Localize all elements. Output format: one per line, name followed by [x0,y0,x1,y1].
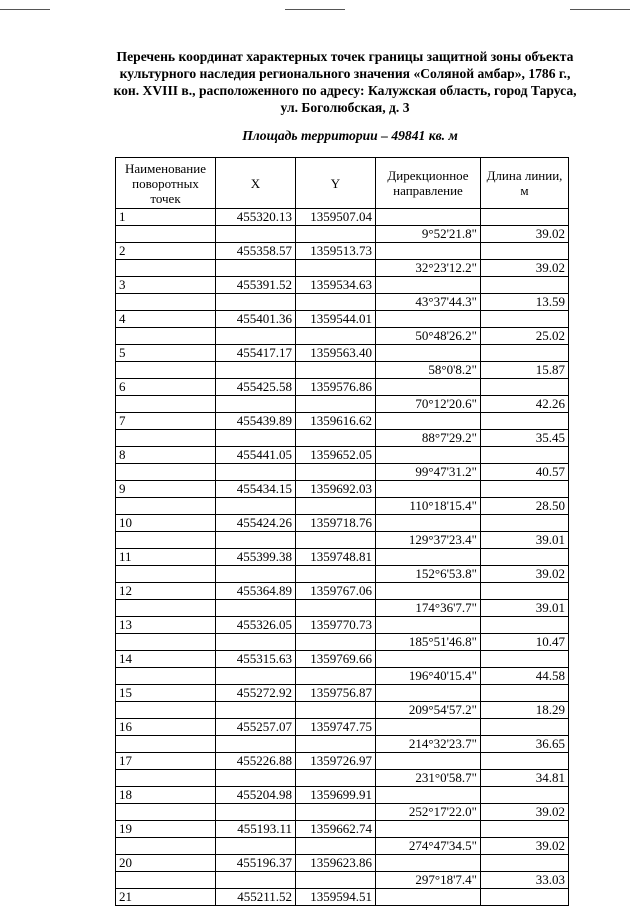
document-title [90,48,600,116]
table-row-point [116,889,569,906]
table-row-point [116,345,569,362]
table-row-segment [116,736,569,753]
point-x-cell: 455424.26 [216,515,296,532]
segment-direction-cell: 209°54'57.2" [376,702,481,719]
scan-edge-line-center [285,9,345,10]
empty-cell [116,430,216,447]
empty-cell [116,634,216,651]
segment-length-cell: 28.50 [481,498,569,515]
point-x-cell: 455425.58 [216,379,296,396]
empty-cell [116,464,216,481]
segment-length-cell: 13.59 [481,294,569,311]
table-row-segment [116,294,569,311]
empty-cell [216,464,296,481]
empty-cell [481,209,569,226]
empty-cell [296,634,376,651]
table-row-segment [116,770,569,787]
empty-cell [481,753,569,770]
empty-cell [376,719,481,736]
empty-cell [216,226,296,243]
coordinates-table [115,157,569,906]
empty-cell [116,804,216,821]
empty-cell [376,515,481,532]
empty-cell [481,277,569,294]
point-x-cell: 455364.89 [216,583,296,600]
point-name-cell: 8 [116,447,216,464]
empty-cell [296,702,376,719]
empty-cell [216,770,296,787]
empty-cell [376,447,481,464]
empty-cell [216,294,296,311]
empty-cell [376,481,481,498]
segment-direction-cell: 88°7'29.2" [376,430,481,447]
segment-direction-cell: 274°47'34.5" [376,838,481,855]
point-y-cell: 1359594.51 [296,889,376,906]
empty-cell [481,243,569,260]
empty-cell [481,583,569,600]
point-name-cell: 5 [116,345,216,362]
empty-cell [296,838,376,855]
table-row-point [116,855,569,872]
point-x-cell: 455211.52 [216,889,296,906]
point-y-cell: 1359534.63 [296,277,376,294]
segment-direction-cell: 252°17'22.0" [376,804,481,821]
empty-cell [296,498,376,515]
empty-cell [481,617,569,634]
segment-length-cell: 39.01 [481,600,569,617]
empty-cell [296,396,376,413]
header-x: X [216,158,296,209]
point-name-cell: 3 [116,277,216,294]
table-row-segment [116,634,569,651]
point-name-cell: 9 [116,481,216,498]
table-row-point [116,311,569,328]
empty-cell [376,379,481,396]
empty-cell [376,243,481,260]
segment-direction-cell: 70°12'20.6" [376,396,481,413]
empty-cell [481,311,569,328]
empty-cell [376,651,481,668]
point-name-cell: 14 [116,651,216,668]
point-y-cell: 1359576.86 [296,379,376,396]
empty-cell [116,362,216,379]
empty-cell [296,566,376,583]
table-row-segment [116,464,569,481]
empty-cell [376,345,481,362]
header-point-name: Наименование поворотных точек [116,158,216,209]
table-row-point [116,685,569,702]
empty-cell [296,362,376,379]
empty-cell [296,532,376,549]
empty-cell [296,668,376,685]
point-x-cell: 455417.17 [216,345,296,362]
empty-cell [116,872,216,889]
segment-length-cell: 39.02 [481,804,569,821]
table-row-point [116,583,569,600]
header-y: Y [296,158,376,209]
point-x-cell: 455320.13 [216,209,296,226]
table-row-point [116,209,569,226]
territory-area: Площадь территории – 49841 кв. м [242,128,458,143]
empty-cell [116,328,216,345]
point-x-cell: 455257.07 [216,719,296,736]
point-y-cell: 1359769.66 [296,651,376,668]
empty-cell [296,872,376,889]
table-header-row [116,158,569,209]
point-x-cell: 455226.88 [216,753,296,770]
table-row-segment [116,804,569,821]
table-body [116,209,569,906]
empty-cell [216,600,296,617]
segment-length-cell: 39.02 [481,566,569,583]
segment-length-cell: 39.01 [481,532,569,549]
segment-direction-cell: 129°37'23.4" [376,532,481,549]
empty-cell [296,736,376,753]
segment-direction-cell: 9°52'21.8" [376,226,481,243]
scan-edge-line-left [0,9,50,10]
empty-cell [376,821,481,838]
empty-cell [216,260,296,277]
table-row-point [116,787,569,804]
segment-length-cell: 42.26 [481,396,569,413]
point-name-cell: 6 [116,379,216,396]
point-x-cell: 455401.36 [216,311,296,328]
table-row-segment [116,328,569,345]
segment-direction-cell: 43°37'44.3" [376,294,481,311]
empty-cell [481,447,569,464]
empty-cell [481,889,569,906]
segment-length-cell: 10.47 [481,634,569,651]
table-row-point [116,277,569,294]
empty-cell [216,328,296,345]
empty-cell [376,413,481,430]
point-x-cell: 455399.38 [216,549,296,566]
empty-cell [481,549,569,566]
segment-length-cell: 18.29 [481,702,569,719]
point-x-cell: 455441.05 [216,447,296,464]
empty-cell [481,787,569,804]
empty-cell [296,260,376,277]
table-row-point [116,515,569,532]
table-row-point [116,753,569,770]
point-y-cell: 1359544.01 [296,311,376,328]
table-row-point [116,413,569,430]
point-y-cell: 1359662.74 [296,821,376,838]
table-row-point [116,481,569,498]
table-row-segment [116,872,569,889]
empty-cell [481,345,569,362]
table-row-point [116,379,569,396]
point-name-cell: 2 [116,243,216,260]
point-y-cell: 1359652.05 [296,447,376,464]
empty-cell [376,889,481,906]
empty-cell [481,821,569,838]
point-y-cell: 1359507.04 [296,209,376,226]
table-row-point [116,549,569,566]
point-name-cell: 15 [116,685,216,702]
empty-cell [116,294,216,311]
empty-cell [216,430,296,447]
empty-cell [216,872,296,889]
point-x-cell: 455391.52 [216,277,296,294]
segment-length-cell: 15.87 [481,362,569,379]
point-y-cell: 1359563.40 [296,345,376,362]
empty-cell [216,736,296,753]
point-x-cell: 455193.11 [216,821,296,838]
segment-direction-cell: 152°6'53.8" [376,566,481,583]
scan-edge-line-right [570,9,630,10]
title-line: ул. Боголюбская, д. 3 [280,100,410,115]
empty-cell [216,702,296,719]
point-x-cell: 455434.15 [216,481,296,498]
table-row-segment [116,260,569,277]
empty-cell [116,566,216,583]
empty-cell [376,855,481,872]
empty-cell [296,600,376,617]
table-row-point [116,617,569,634]
empty-cell [296,430,376,447]
empty-cell [116,770,216,787]
empty-cell [216,804,296,821]
segment-direction-cell: 231°0'58.7" [376,770,481,787]
empty-cell [481,651,569,668]
point-y-cell: 1359756.87 [296,685,376,702]
empty-cell [296,804,376,821]
point-name-cell: 16 [116,719,216,736]
empty-cell [376,787,481,804]
point-y-cell: 1359692.03 [296,481,376,498]
empty-cell [481,481,569,498]
point-name-cell: 1 [116,209,216,226]
table-row-segment [116,362,569,379]
point-x-cell: 455196.37 [216,855,296,872]
empty-cell [216,838,296,855]
title-line: культурного наследия регионального значения «Соляной амбар», 1786 г., [119,66,571,81]
empty-cell [376,209,481,226]
table-row-point [116,719,569,736]
empty-cell [216,396,296,413]
empty-cell [481,855,569,872]
segment-direction-cell: 297°18'7.4" [376,872,481,889]
empty-cell [216,634,296,651]
empty-cell [376,617,481,634]
segment-length-cell: 34.81 [481,770,569,787]
segment-direction-cell: 32°23'12.2" [376,260,481,277]
segment-length-cell: 33.03 [481,872,569,889]
empty-cell [296,294,376,311]
empty-cell [216,668,296,685]
segment-direction-cell: 214°32'23.7" [376,736,481,753]
empty-cell [376,311,481,328]
point-name-cell: 17 [116,753,216,770]
empty-cell [376,583,481,600]
segment-length-cell: 39.02 [481,226,569,243]
point-x-cell: 455204.98 [216,787,296,804]
empty-cell [116,260,216,277]
empty-cell [216,362,296,379]
empty-cell [116,532,216,549]
segment-direction-cell: 50°48'26.2" [376,328,481,345]
point-name-cell: 19 [116,821,216,838]
segment-direction-cell: 58°0'8.2" [376,362,481,379]
segment-length-cell: 36.65 [481,736,569,753]
table-row-segment [116,566,569,583]
empty-cell [116,226,216,243]
point-y-cell: 1359748.81 [296,549,376,566]
empty-cell [116,736,216,753]
table-row-segment [116,226,569,243]
table-row-segment [116,430,569,447]
empty-cell [216,566,296,583]
table-row-segment [116,838,569,855]
empty-cell [481,379,569,396]
empty-cell [296,328,376,345]
point-x-cell: 455272.92 [216,685,296,702]
title-line: Перечень координат характерных точек границы защитной зоны объекта [116,49,574,64]
segment-length-cell: 44.58 [481,668,569,685]
point-x-cell: 455326.05 [216,617,296,634]
empty-cell [116,600,216,617]
empty-cell [116,396,216,413]
empty-cell [376,753,481,770]
empty-cell [216,498,296,515]
empty-cell [116,702,216,719]
point-name-cell: 20 [116,855,216,872]
point-y-cell: 1359747.75 [296,719,376,736]
table-row-segment [116,498,569,515]
segment-direction-cell: 110°18'15.4" [376,498,481,515]
table-row-segment [116,702,569,719]
point-name-cell: 11 [116,549,216,566]
segment-direction-cell: 185°51'46.8" [376,634,481,651]
empty-cell [481,413,569,430]
empty-cell [116,668,216,685]
table-row-point [116,651,569,668]
point-y-cell: 1359770.73 [296,617,376,634]
segment-length-cell: 39.02 [481,260,569,277]
point-name-cell: 10 [116,515,216,532]
segment-direction-cell: 99°47'31.2" [376,464,481,481]
table-row-point [116,821,569,838]
point-name-cell: 18 [116,787,216,804]
segment-length-cell: 35.45 [481,430,569,447]
header-direction: Дирекционное направление [376,158,481,209]
table-row-point [116,447,569,464]
empty-cell [481,685,569,702]
table-row-segment [116,396,569,413]
point-y-cell: 1359623.86 [296,855,376,872]
point-y-cell: 1359616.62 [296,413,376,430]
point-name-cell: 4 [116,311,216,328]
point-y-cell: 1359699.91 [296,787,376,804]
point-y-cell: 1359726.97 [296,753,376,770]
segment-length-cell: 39.02 [481,838,569,855]
empty-cell [216,532,296,549]
empty-cell [376,549,481,566]
point-x-cell: 455315.63 [216,651,296,668]
point-y-cell: 1359513.73 [296,243,376,260]
empty-cell [481,719,569,736]
empty-cell [116,498,216,515]
empty-cell [376,685,481,702]
table-row-segment [116,600,569,617]
point-name-cell: 12 [116,583,216,600]
empty-cell [296,226,376,243]
point-x-cell: 455439.89 [216,413,296,430]
title-line: кон. XVIII в., расположенного по адресу: Калужская область, город Таруса, [113,83,577,98]
point-y-cell: 1359718.76 [296,515,376,532]
point-y-cell: 1359767.06 [296,583,376,600]
empty-cell [376,277,481,294]
table-row-segment [116,532,569,549]
empty-cell [116,838,216,855]
empty-cell [296,770,376,787]
table-row-segment [116,668,569,685]
empty-cell [481,515,569,532]
point-name-cell: 21 [116,889,216,906]
point-name-cell: 13 [116,617,216,634]
header-length: Длина линии, м [481,158,569,209]
segment-direction-cell: 196°40'15.4" [376,668,481,685]
point-x-cell: 455358.57 [216,243,296,260]
segment-length-cell: 25.02 [481,328,569,345]
point-name-cell: 7 [116,413,216,430]
segment-direction-cell: 174°36'7.7" [376,600,481,617]
table-row-point [116,243,569,260]
empty-cell [296,464,376,481]
segment-length-cell: 40.57 [481,464,569,481]
